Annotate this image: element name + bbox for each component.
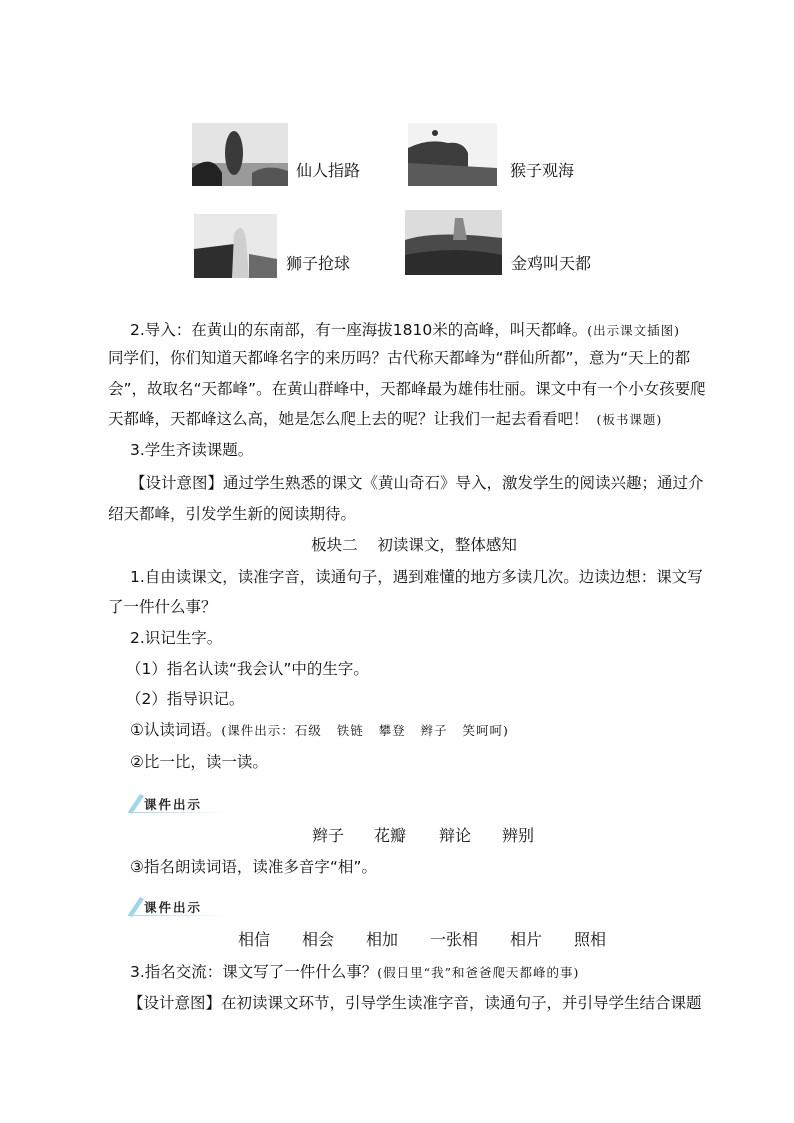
s2-line-6 <box>130 720 742 741</box>
kejian-label-2: 课件出示 <box>144 900 203 915</box>
word-2-5: 相片 <box>510 930 543 949</box>
caption-2: 猴子观海 <box>510 161 575 180</box>
s3-note-1: (假日里“我”和爸爸爬天都峰的事) <box>377 965 580 980</box>
kejian-tag-1 <box>126 792 236 814</box>
s2-line-1: 1.自由读课文，读准字音，读通句子，遇到难懂的地方多读几次。边读边想：课文写 <box>130 568 703 586</box>
design-intent-2-line-1: 【设计意图】在初读课文环节，引导学生读准字音，读通句子，并引导学生结合课题 <box>128 994 702 1012</box>
s2-line-8: ③指名朗读词语，读准多音字“相”。 <box>130 858 377 876</box>
intro-note-4: (板书课题) <box>596 412 663 427</box>
photo-houzi-guanhai <box>408 123 497 186</box>
s2-line-7: ②比一比，读一读。 <box>130 753 268 771</box>
word-2-3: 相加 <box>366 930 399 949</box>
intro-text-4: 天都峰，天都峰这么高，她是怎么爬上去的呢？让我们一起去看看吧！ <box>108 410 589 428</box>
word-1-3: 辩论 <box>439 826 472 845</box>
s2-line-5: （2）指导识记。 <box>126 690 245 708</box>
intro-line-4 <box>108 409 720 430</box>
s2-line-2: 了一件什么事？ <box>108 598 217 616</box>
caption-1: 仙人指路 <box>296 161 361 180</box>
section-2-title: 板块二 初读课文，整体感知 <box>311 536 517 554</box>
intro-line-3: 会”，故取名“天都峰”。在黄山群峰中，天都峰最为雄伟壮丽。课文中有一个小女孩要爬 <box>108 380 706 398</box>
kejian-tag-2 <box>126 895 236 917</box>
word-2-2: 相会 <box>302 930 335 949</box>
word-row-2 <box>238 930 606 950</box>
intro-note-1: (出示课文插图) <box>587 323 681 338</box>
design-intent-1-line-2: 绍天都峰，引发学生新的阅读期待。 <box>108 505 357 523</box>
intro-line-1 <box>130 320 742 341</box>
s2-text-6: ①认读词语。 <box>130 721 222 739</box>
word-1-4: 辨别 <box>502 826 535 845</box>
s3-line-1 <box>130 962 742 983</box>
s2-line-4: （1）指名认读“我会认”中的生字。 <box>126 660 369 678</box>
word-1-2: 花瓣 <box>374 826 407 845</box>
s2-line-3: 2.识记生字。 <box>130 629 223 647</box>
word-2-1: 相信 <box>238 930 271 949</box>
kejian-label-1: 课件出示 <box>144 797 203 812</box>
s3-text-1: 3.指名交流：课文写了一件什么事？ <box>130 963 378 981</box>
photo-jinji-jiaotiandu <box>405 210 502 275</box>
word-2-4: 一张相 <box>430 930 479 949</box>
caption-3: 狮子抢球 <box>286 254 351 273</box>
photo-xianren-zhilu <box>192 123 288 186</box>
intro-line-2: 同学们，你们知道天都峰名字的来历吗？古代称天都峰为“群仙所都”，意为“天上的都 <box>108 349 691 367</box>
photo-shizi-qiangqiu <box>194 214 277 278</box>
word-2-6: 照相 <box>574 930 607 949</box>
intro-text-1: 2.导入：在黄山的东南部，有一座海拔1810米的高峰，叫天都峰。 <box>130 321 588 339</box>
word-row-1 <box>312 826 534 846</box>
design-intent-1-line-1: 【设计意图】通过学生熟悉的课文《黄山奇石》导入，激发学生的阅读兴趣；通过介 <box>130 474 704 492</box>
caption-4: 金鸡叫天都 <box>511 254 592 273</box>
word-1-1: 辫子 <box>312 826 345 845</box>
read-title: 3.学生齐读课题。 <box>130 441 254 459</box>
s2-note-6: (课件出示：石级 铁链 攀登 辫子 笑呵呵) <box>221 723 509 738</box>
